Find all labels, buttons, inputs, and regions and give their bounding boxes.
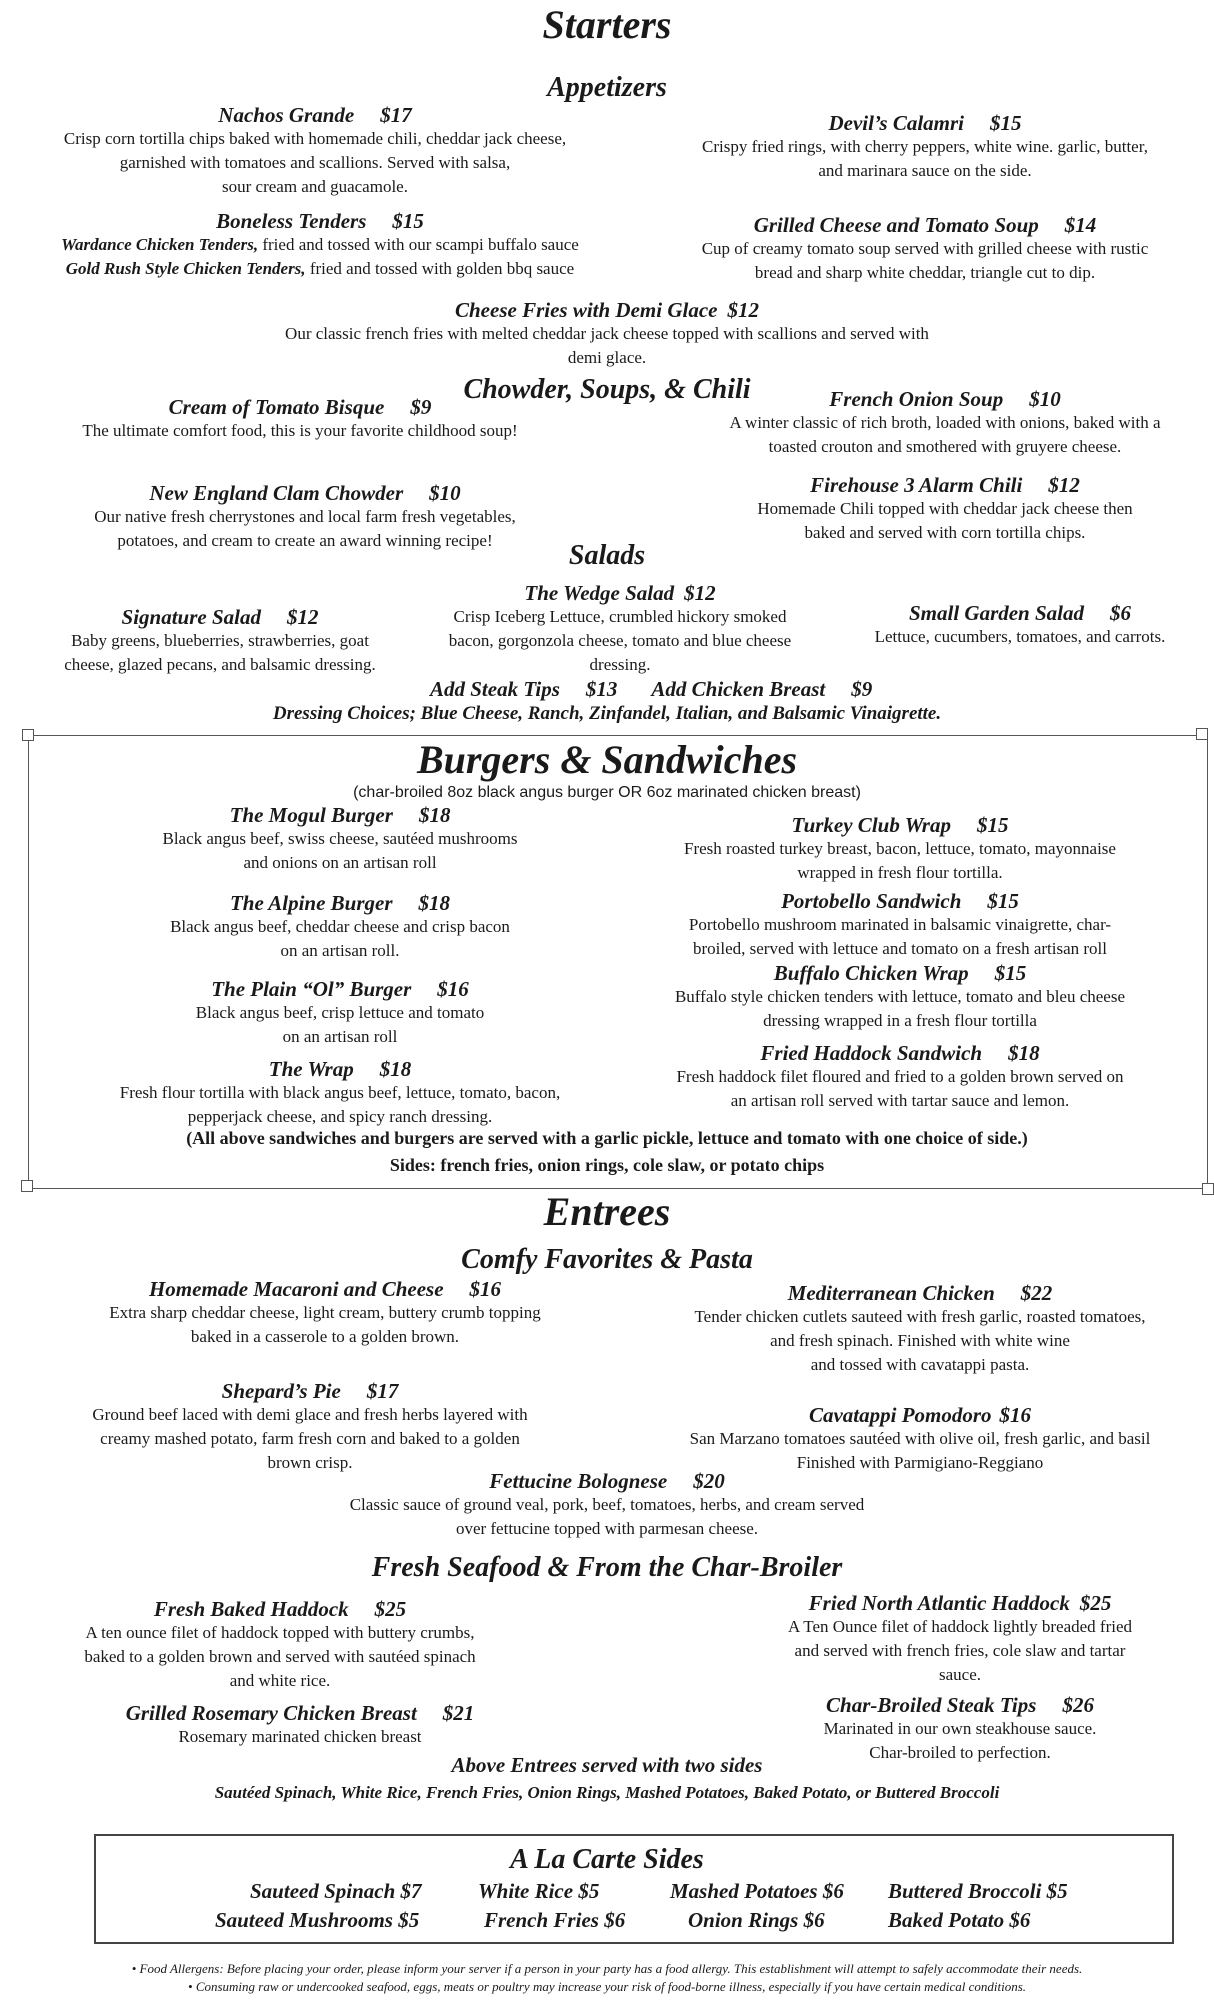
menu-item-buffalo-wrap <box>620 962 1180 1033</box>
item-name: French Onion Soup <box>829 387 1004 411</box>
item-price: $25 <box>374 1597 407 1621</box>
item-name: The Wedge Salad <box>524 581 675 605</box>
item-name: Small Garden Salad <box>908 601 1085 625</box>
item-price: $17 <box>366 1379 399 1403</box>
item-name: Fried Haddock Sandwich <box>760 1041 983 1065</box>
item-name: Signature Salad <box>121 605 261 629</box>
item-name: Devil’s Calamri <box>828 111 964 135</box>
item-desc: Cup of creamy tomato soup served with grilled cheese with rustic <box>701 239 1149 259</box>
side-price: $5 <box>578 1879 600 1903</box>
entrees-title: Entrees <box>543 1189 671 1234</box>
item-desc: Rosemary marinated chicken breast <box>178 1727 422 1747</box>
item-desc: and marinara sauce on the side. <box>818 161 1032 181</box>
item-desc: sauce. <box>938 1665 981 1685</box>
item-desc: Baby greens, blueberries, strawberries, goat <box>71 631 369 651</box>
frame-corner <box>21 1180 33 1192</box>
side-name: Sauteed Mushrooms <box>215 1908 393 1932</box>
item-desc: and fresh spinach. Finished with white wine <box>770 1331 1070 1351</box>
add-chicken-breast-price: $9 <box>851 677 873 701</box>
menu-item-portobello <box>620 890 1180 961</box>
item-desc: creamy mashed potato, farm fresh corn and baked to a golden <box>100 1429 520 1449</box>
item-desc: Tender chicken cutlets sauteed with fresh garlic, roasted tomatoes, <box>694 1307 1146 1327</box>
item-name: The Alpine Burger <box>229 891 393 915</box>
item-price: $15 <box>976 813 1009 837</box>
item-price: $10 <box>1029 387 1061 411</box>
side-price: $5 <box>398 1908 420 1932</box>
seafood-heading: Fresh Seafood & From the Char-Broiler <box>371 1552 843 1583</box>
entree-sides-title: Above Entrees served with two sides <box>451 1753 763 1777</box>
menu-item-signature-salad <box>20 606 420 677</box>
menu-item-french-onion <box>680 388 1210 459</box>
side-price: $5 <box>1046 1879 1068 1903</box>
item-desc: bacon, gorgonzola cheese, tomato and blue cheese <box>448 631 792 651</box>
item-desc: Black angus beef, cheddar cheese and crisp bacon <box>170 917 510 937</box>
item-desc: Homemade Chili topped with cheddar jack cheese then <box>757 499 1133 519</box>
side-item <box>888 1880 1068 1903</box>
menu-item-mogul-burger <box>60 804 620 875</box>
side-name: Buttered Broccoli <box>888 1879 1042 1903</box>
item-desc: Black angus beef, swiss cheese, sautéed mushrooms <box>162 829 518 849</box>
item-price: $18 <box>418 891 451 915</box>
item-desc: and onions on an artisan roll <box>243 853 437 873</box>
item-name: Cheese Fries with Demi Glace <box>455 298 718 322</box>
side-item <box>215 1909 419 1932</box>
menu-item-the-wrap <box>40 1058 640 1129</box>
menu-item-plain-burger <box>60 978 620 1049</box>
item-price: $21 <box>442 1701 475 1725</box>
side-price: $6 <box>604 1908 626 1932</box>
item-price: $14 <box>1064 213 1097 237</box>
item-desc: sour cream and guacamole. <box>222 177 408 197</box>
item-desc: Finished with Parmigiano-Reggiano <box>796 1453 1044 1473</box>
menu-item-bisque <box>0 396 600 443</box>
item-price: $16 <box>999 1403 1032 1427</box>
item-desc: toasted crouton and smothered with gruyere cheese. <box>768 437 1122 457</box>
item-name: Fried North Atlantic Haddock <box>808 1591 1070 1615</box>
item-name: Cream of Tomato Bisque <box>168 395 385 419</box>
item-name: Fresh Baked Haddock <box>153 1597 349 1621</box>
item-price: $6 <box>1110 601 1132 625</box>
item-desc: bread and sharp white cheddar, triangle cut to dip. <box>754 263 1096 283</box>
item-price: $9 <box>410 395 432 419</box>
item-price: $10 <box>429 481 461 505</box>
item-desc: Crisp Iceberg Lettuce, crumbled hickory smoked <box>453 607 787 627</box>
menu-item-cavatappi-pomodoro <box>630 1404 1210 1475</box>
item-price: $20 <box>693 1469 725 1493</box>
burgers-note: (All above sandwiches and burgers are served with a garlic pickle, lettuce and tomato with one choice of side.) <box>186 1128 1028 1148</box>
item-name: New England Clam Chowder <box>149 481 404 505</box>
item-name: Mediterranean Chicken <box>787 1281 995 1305</box>
add-chicken-breast: Add Chicken Breast <box>651 677 826 701</box>
item-desc: Char-broiled to perfection. <box>869 1743 1051 1763</box>
menu-item-turkey-club <box>620 814 1180 885</box>
comfy-heading: Comfy Favorites & Pasta <box>461 1244 753 1275</box>
item-desc: on an artisan roll. <box>280 941 400 961</box>
menu-item-chili <box>680 474 1210 545</box>
item-desc: and tossed with cavatappi pasta. <box>810 1355 1030 1375</box>
item-desc: A ten ounce filet of haddock topped with buttery crumbs, <box>85 1623 475 1643</box>
wardance-name: Wardance Chicken Tenders, <box>61 235 259 255</box>
side-price: $6 <box>803 1908 825 1932</box>
menu-item-garden-salad <box>830 602 1210 649</box>
add-steak-tips-price: $13 <box>585 677 618 701</box>
item-price: $22 <box>1020 1281 1053 1305</box>
frame-corner <box>1196 728 1208 740</box>
item-name: Turkey Club Wrap <box>791 813 951 837</box>
side-price: $6 <box>822 1879 844 1903</box>
burgers-subtitle: (char-broiled 8oz black angus burger OR 6oz marinated chicken breast) <box>353 784 861 801</box>
side-name: Mashed Potatoes <box>670 1879 818 1903</box>
item-price: $12 <box>727 298 759 322</box>
item-name: Grilled Cheese and Tomato Soup <box>753 213 1039 237</box>
menu-item-shepards-pie <box>20 1380 600 1475</box>
item-name: Firehouse 3 Alarm Chili <box>810 473 1023 497</box>
item-name: Buffalo Chicken Wrap <box>773 961 969 985</box>
item-desc: San Marzano tomatoes sautéed with olive oil, fresh garlic, and basil <box>689 1429 1151 1449</box>
item-price: $15 <box>990 111 1022 135</box>
menu-item-boneless-tenders <box>0 210 640 281</box>
menu-item-grilled-cheese <box>640 214 1210 285</box>
salad-add-ons <box>430 678 872 701</box>
menu-item-calamari <box>640 112 1210 183</box>
menu-item-nachos <box>10 104 620 199</box>
item-desc: The ultimate comfort food, this is your favorite childhood soup! <box>82 421 518 441</box>
item-price: $18 <box>1008 1041 1040 1065</box>
item-desc: Crispy fried rings, with cherry peppers, white wine. garlic, butter, <box>702 137 1148 157</box>
burgers-heading: Burgers & Sandwiches <box>416 737 798 782</box>
item-desc: brown crisp. <box>267 1453 353 1473</box>
goldrush-name: Gold Rush Style Chicken Tenders, <box>65 259 306 279</box>
item-desc: Lettuce, cucumbers, tomatoes, and carrots. <box>874 627 1166 647</box>
side-item <box>888 1909 1030 1932</box>
burgers-sides: Sides: french fries, onion rings, cole slaw, or potato chips <box>389 1155 825 1175</box>
menu-item-haddock-sandwich <box>620 1042 1180 1113</box>
item-name: Grilled Rosemary Chicken Breast <box>125 1701 417 1725</box>
item-desc: Fresh flour tortilla with black angus beef, lettuce, tomato, bacon, <box>119 1083 561 1103</box>
item-price: $26 <box>1062 1693 1094 1717</box>
menu-item-mac-and-cheese <box>30 1278 620 1349</box>
item-desc: cheese, glazed pecans, and balsamic dressing. <box>64 655 376 675</box>
item-name: Shepard’s Pie <box>221 1379 341 1403</box>
menu-item-rosemary-chicken <box>20 1702 580 1749</box>
ala-carte-heading: A La Carte Sides <box>510 1844 704 1875</box>
item-desc: garnished with tomatoes and scallions. Served with salsa, <box>119 153 511 173</box>
item-desc: over fettucine topped with parmesan cheese. <box>455 1519 759 1539</box>
side-name: Sauteed Spinach <box>250 1879 396 1903</box>
item-price: $12 <box>1048 473 1080 497</box>
item-desc: pepperjack cheese, and spicy ranch dressing. <box>187 1107 493 1127</box>
side-price: $6 <box>1009 1908 1031 1932</box>
item-desc: baked to a golden brown and served with sautéed spinach <box>84 1647 476 1667</box>
item-name: The Wrap <box>268 1057 354 1081</box>
item-desc: dressing. <box>589 655 651 675</box>
item-desc: broiled, served with lettuce and tomato on a fresh artisan roll <box>692 939 1107 959</box>
item-price: $17 <box>380 103 412 127</box>
menu-item-cheese-fries <box>200 299 1014 370</box>
item-desc: Portobello mushroom marinated in balsamic vinaigrette, char- <box>688 915 1112 935</box>
menu-item-fettucine-bolognese <box>257 1470 957 1541</box>
item-price: $16 <box>437 977 469 1001</box>
item-price: $15 <box>987 889 1019 913</box>
add-steak-tips: Add Steak Tips <box>430 677 560 701</box>
entree-sides-list: Sautéed Spinach, White Rice, French Fries, Onion Rings, Mashed Potatoes, Baked Potato, or Buttered Broccoli <box>214 1783 1000 1802</box>
item-name: Boneless Tenders <box>216 209 367 233</box>
allergen-text: Food Allergens: Before placing your order, please inform your server if a person in your party has a food allergy. This establishment will attempt to safely accommodate their needs. <box>139 1961 1083 1976</box>
side-item <box>670 1880 844 1903</box>
item-desc: Our native fresh cherrystones and local farm fresh vegetables, <box>94 507 516 527</box>
item-price: $18 <box>418 803 451 827</box>
item-desc: Fresh haddock filet floured and fried to a golden brown served on <box>676 1067 1124 1087</box>
item-price: $12 <box>684 581 716 605</box>
menu-item-mediterranean-chicken <box>630 1282 1210 1377</box>
goldrush-desc: fried and tossed with golden bbq sauce <box>305 259 575 279</box>
item-name: The Mogul Burger <box>229 803 393 827</box>
item-desc: demi glace. <box>567 348 647 368</box>
item-desc: Black angus beef, crisp lettuce and tomato <box>195 1003 485 1023</box>
item-desc: and served with french fries, cole slaw and tartar <box>794 1641 1126 1661</box>
item-name: Nachos Grande <box>218 103 355 127</box>
item-desc: dressing wrapped in a fresh flour tortilla <box>763 1011 1037 1031</box>
side-price: $7 <box>400 1879 422 1903</box>
item-desc: Ground beef laced with demi glace and fresh herbs layered with <box>92 1405 528 1425</box>
appetizers-heading: Appetizers <box>547 72 667 103</box>
item-desc: Fresh roasted turkey breast, bacon, lettuce, tomato, mayonnaise <box>684 839 1116 859</box>
starters-title: Starters <box>542 2 672 47</box>
item-name: Char-Broiled Steak Tips <box>826 1693 1037 1717</box>
item-name: Portobello Sandwich <box>781 889 962 913</box>
salads-heading: Salads <box>568 540 646 571</box>
menu-item-wedge-salad <box>420 582 820 677</box>
side-item <box>688 1909 825 1932</box>
item-price: $15 <box>392 209 424 233</box>
menu-item-baked-haddock <box>20 1598 540 1693</box>
soups-heading: Chowder, Soups, & Chili <box>463 374 751 405</box>
item-desc: Extra sharp cheddar cheese, light cream, buttery crumb topping <box>109 1303 541 1323</box>
item-price: $25 <box>1079 1591 1112 1615</box>
allergen-notice: • Food Allergens: Before placing your order, please inform your server if a person in your party has a food allergy. This establishment will attempt to safely accommodate their needs. <box>131 1961 1083 1976</box>
item-price: $12 <box>286 605 319 629</box>
item-name: Homemade Macaroni and Cheese <box>148 1277 444 1301</box>
menu-item-alpine-burger <box>60 892 620 963</box>
item-desc: baked in a casserole to a golden brown. <box>190 1327 460 1347</box>
item-price: $16 <box>469 1277 502 1301</box>
item-desc: Crisp corn tortilla chips baked with homemade chili, cheddar jack cheese, <box>63 129 567 149</box>
item-desc: on an artisan roll <box>282 1027 398 1047</box>
item-desc: Marinated in our own steakhouse sauce. <box>823 1719 1097 1739</box>
side-name: Onion Rings <box>688 1908 799 1932</box>
item-desc: Buffalo style chicken tenders with lettuce, tomato and bleu cheese <box>674 987 1126 1007</box>
item-desc: an artisan roll served with tartar sauce and lemon. <box>730 1091 1070 1111</box>
raw-food-notice: • Consuming raw or undercooked seafood, eggs, meats or poultry may increase your risk of food-borne illness, especially if you have certain medical conditions. <box>188 1979 1026 1994</box>
dressing-choices: Dressing Choices; Blue Cheese, Ranch, Zinfandel, Italian, and Balsamic Vinaigrette. <box>272 703 942 724</box>
item-price: $15 <box>994 961 1027 985</box>
side-item <box>478 1880 599 1903</box>
item-name: The Plain “Ol” Burger <box>211 977 412 1001</box>
side-item <box>484 1909 625 1932</box>
item-desc: Classic sauce of ground veal, pork, beef, tomatoes, herbs, and cream served <box>349 1495 865 1515</box>
raw-food-text: Consuming raw or undercooked seafood, eggs, meats or poultry may increase your risk of food-borne illness, especially if you have certain medical conditions. <box>195 1979 1026 1994</box>
menu-item-fried-haddock <box>720 1592 1200 1687</box>
side-name: Baked Potato <box>888 1908 1005 1932</box>
item-name: Fettucine Bolognese <box>489 1469 668 1493</box>
item-desc: Our classic french fries with melted cheddar jack cheese topped with scallions and served with <box>285 324 929 344</box>
side-item <box>250 1880 422 1903</box>
item-desc: potatoes, and cream to create an award winning recipe! <box>117 531 493 551</box>
item-desc: A winter classic of rich broth, loaded with onions, baked with a <box>729 413 1161 433</box>
item-desc: baked and served with corn tortilla chips. <box>804 523 1086 543</box>
item-desc: wrapped in fresh flour tortilla. <box>797 863 1003 883</box>
side-name: French Fries <box>484 1908 599 1932</box>
side-name: White Rice <box>478 1879 574 1903</box>
item-desc: and white rice. <box>229 1671 331 1691</box>
item-name: Cavatappi Pomodoro <box>808 1403 992 1427</box>
item-desc: A Ten Ounce filet of haddock lightly breaded fried <box>787 1617 1133 1637</box>
item-price: $18 <box>379 1057 412 1081</box>
wardance-desc: fried and tossed with our scampi buffalo sauce <box>258 235 579 255</box>
